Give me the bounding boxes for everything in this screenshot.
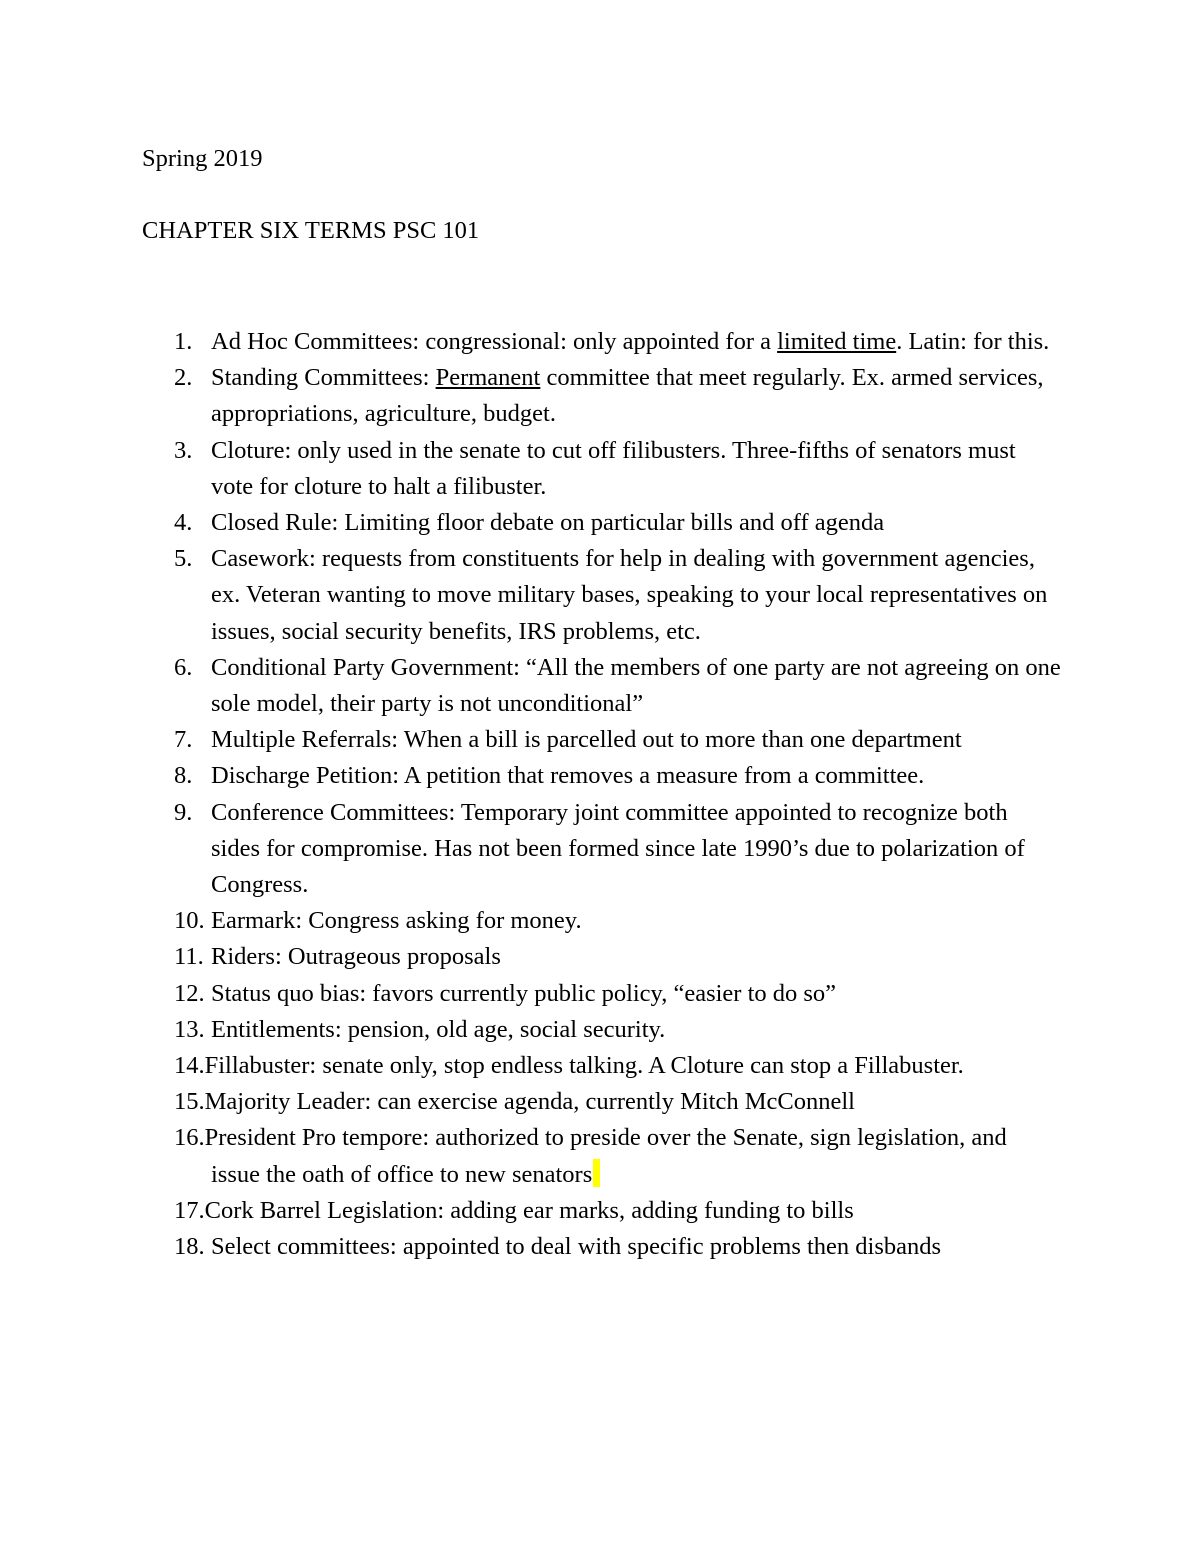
term-number: 5. bbox=[174, 545, 193, 573]
term-item-1 bbox=[0, 324, 1200, 360]
term-number: 10. bbox=[174, 907, 205, 935]
term-text-part: Ad Hoc Committees: congressional: only appointed for a bbox=[211, 328, 778, 355]
term-text: Discharge Petition: A petition that removes a measure from a committee. bbox=[211, 762, 925, 790]
term-item-16 bbox=[0, 1120, 1200, 1192]
term-text-part: committee that meet regularly. Ex. armed services, appropriations, agriculture, budget. bbox=[211, 364, 1044, 428]
term-number: 2. bbox=[174, 364, 193, 392]
term-number: 12. bbox=[174, 979, 205, 1007]
term-number: 11. bbox=[174, 943, 204, 971]
term-item-12 bbox=[0, 976, 1200, 1012]
term-text-part: Cork Barrel Legislation: adding ear marks, adding funding to bills bbox=[204, 1196, 854, 1224]
term-number: 15. bbox=[174, 1088, 205, 1116]
term-text: Riders: Outrageous proposals bbox=[211, 943, 501, 971]
term-number: 3. bbox=[174, 436, 193, 464]
term-text: Cloture: only used in the senate to cut off filibusters. Three-fifths of senators must vote for cloture to halt a filibuster. bbox=[211, 436, 1016, 500]
term-item-11 bbox=[0, 939, 1200, 975]
term-text: Entitlements: pension, old age, social security. bbox=[211, 1015, 666, 1043]
term-number: 14. bbox=[174, 1052, 205, 1080]
term-number: 8. bbox=[174, 762, 193, 790]
term-item-2 bbox=[0, 360, 1200, 432]
underlined-phrase: limited time bbox=[777, 328, 897, 355]
term-number: 17. bbox=[174, 1196, 205, 1224]
term-number: 18. bbox=[174, 1233, 205, 1261]
term-text: Conditional Party Government: “All the members of one party are not agreeing on one sole model, their party is not unconditional” bbox=[211, 653, 1061, 718]
term-item-3 bbox=[0, 433, 1200, 505]
underlined-phrase: Permanent bbox=[435, 364, 541, 392]
terms-list bbox=[0, 324, 1200, 1265]
term-number: 1. bbox=[174, 328, 193, 355]
term-text bbox=[0, 1084, 1061, 1120]
term-text-part: Standing Committees: bbox=[211, 364, 436, 392]
term-item-15 bbox=[0, 1084, 1200, 1120]
term-number: 4. bbox=[174, 509, 193, 537]
term-text bbox=[0, 1193, 1061, 1229]
term-text-part: Fillabuster: senate only, stop endless talking. A Cloture can stop a Fillabuster. bbox=[204, 1052, 964, 1080]
term-number: 13. bbox=[174, 1015, 205, 1043]
term-text: Select committees: appointed to deal with specific problems then disbands bbox=[211, 1233, 942, 1261]
term-number: 7. bbox=[174, 726, 193, 754]
term-text: Casework: requests from constituents for help in dealing with government agencies, ex. Veteran wanting to move military bases, speaking to your local representatives on issues, social security benefits, IRS problems, etc. bbox=[211, 545, 1048, 645]
term-text: Conference Committees: Temporary joint committee appointed to recognize both sides for compromise. Has not been formed since late 1990’s due to polarization of Congress. bbox=[211, 798, 1025, 899]
term-item-14 bbox=[0, 1048, 1200, 1084]
term-text-part: . Latin: for this. bbox=[896, 328, 1050, 355]
semester-label: Spring 2019 bbox=[142, 145, 263, 172]
term-text bbox=[211, 360, 1061, 432]
term-item-13 bbox=[0, 1012, 1200, 1048]
term-text-part: President Pro tempore: authorized to preside over the Senate, sign legislation, and issue the oath of office to new senators bbox=[204, 1124, 1007, 1188]
term-text: Multiple Referrals: When a bill is parcelled out to more than one department bbox=[211, 726, 962, 754]
term-item-6 bbox=[0, 650, 1200, 722]
term-text-part: Majority Leader: can exercise agenda, currently Mitch McConnell bbox=[204, 1088, 855, 1116]
term-item-4 bbox=[0, 505, 1200, 541]
term-item-7 bbox=[0, 722, 1200, 758]
term-text bbox=[0, 1120, 1061, 1192]
term-item-18 bbox=[0, 1229, 1200, 1265]
term-text bbox=[0, 1048, 1061, 1084]
term-text: Status quo bias: favors currently public policy, “easier to do so” bbox=[211, 979, 837, 1007]
term-number: 9. bbox=[174, 798, 193, 826]
highlight-mark bbox=[593, 1159, 600, 1187]
term-item-9 bbox=[0, 795, 1200, 904]
term-item-5 bbox=[0, 541, 1200, 650]
term-item-10 bbox=[0, 903, 1200, 939]
term-text bbox=[211, 324, 1061, 360]
term-text: Closed Rule: Limiting floor debate on particular bills and off agenda bbox=[211, 509, 885, 537]
term-number: 16. bbox=[174, 1124, 205, 1152]
term-item-17 bbox=[0, 1193, 1200, 1229]
term-text: Earmark: Congress asking for money. bbox=[211, 907, 582, 935]
document-title: CHAPTER SIX TERMS PSC 101 bbox=[142, 217, 480, 244]
term-number: 6. bbox=[174, 653, 193, 681]
term-item-8 bbox=[0, 758, 1200, 794]
